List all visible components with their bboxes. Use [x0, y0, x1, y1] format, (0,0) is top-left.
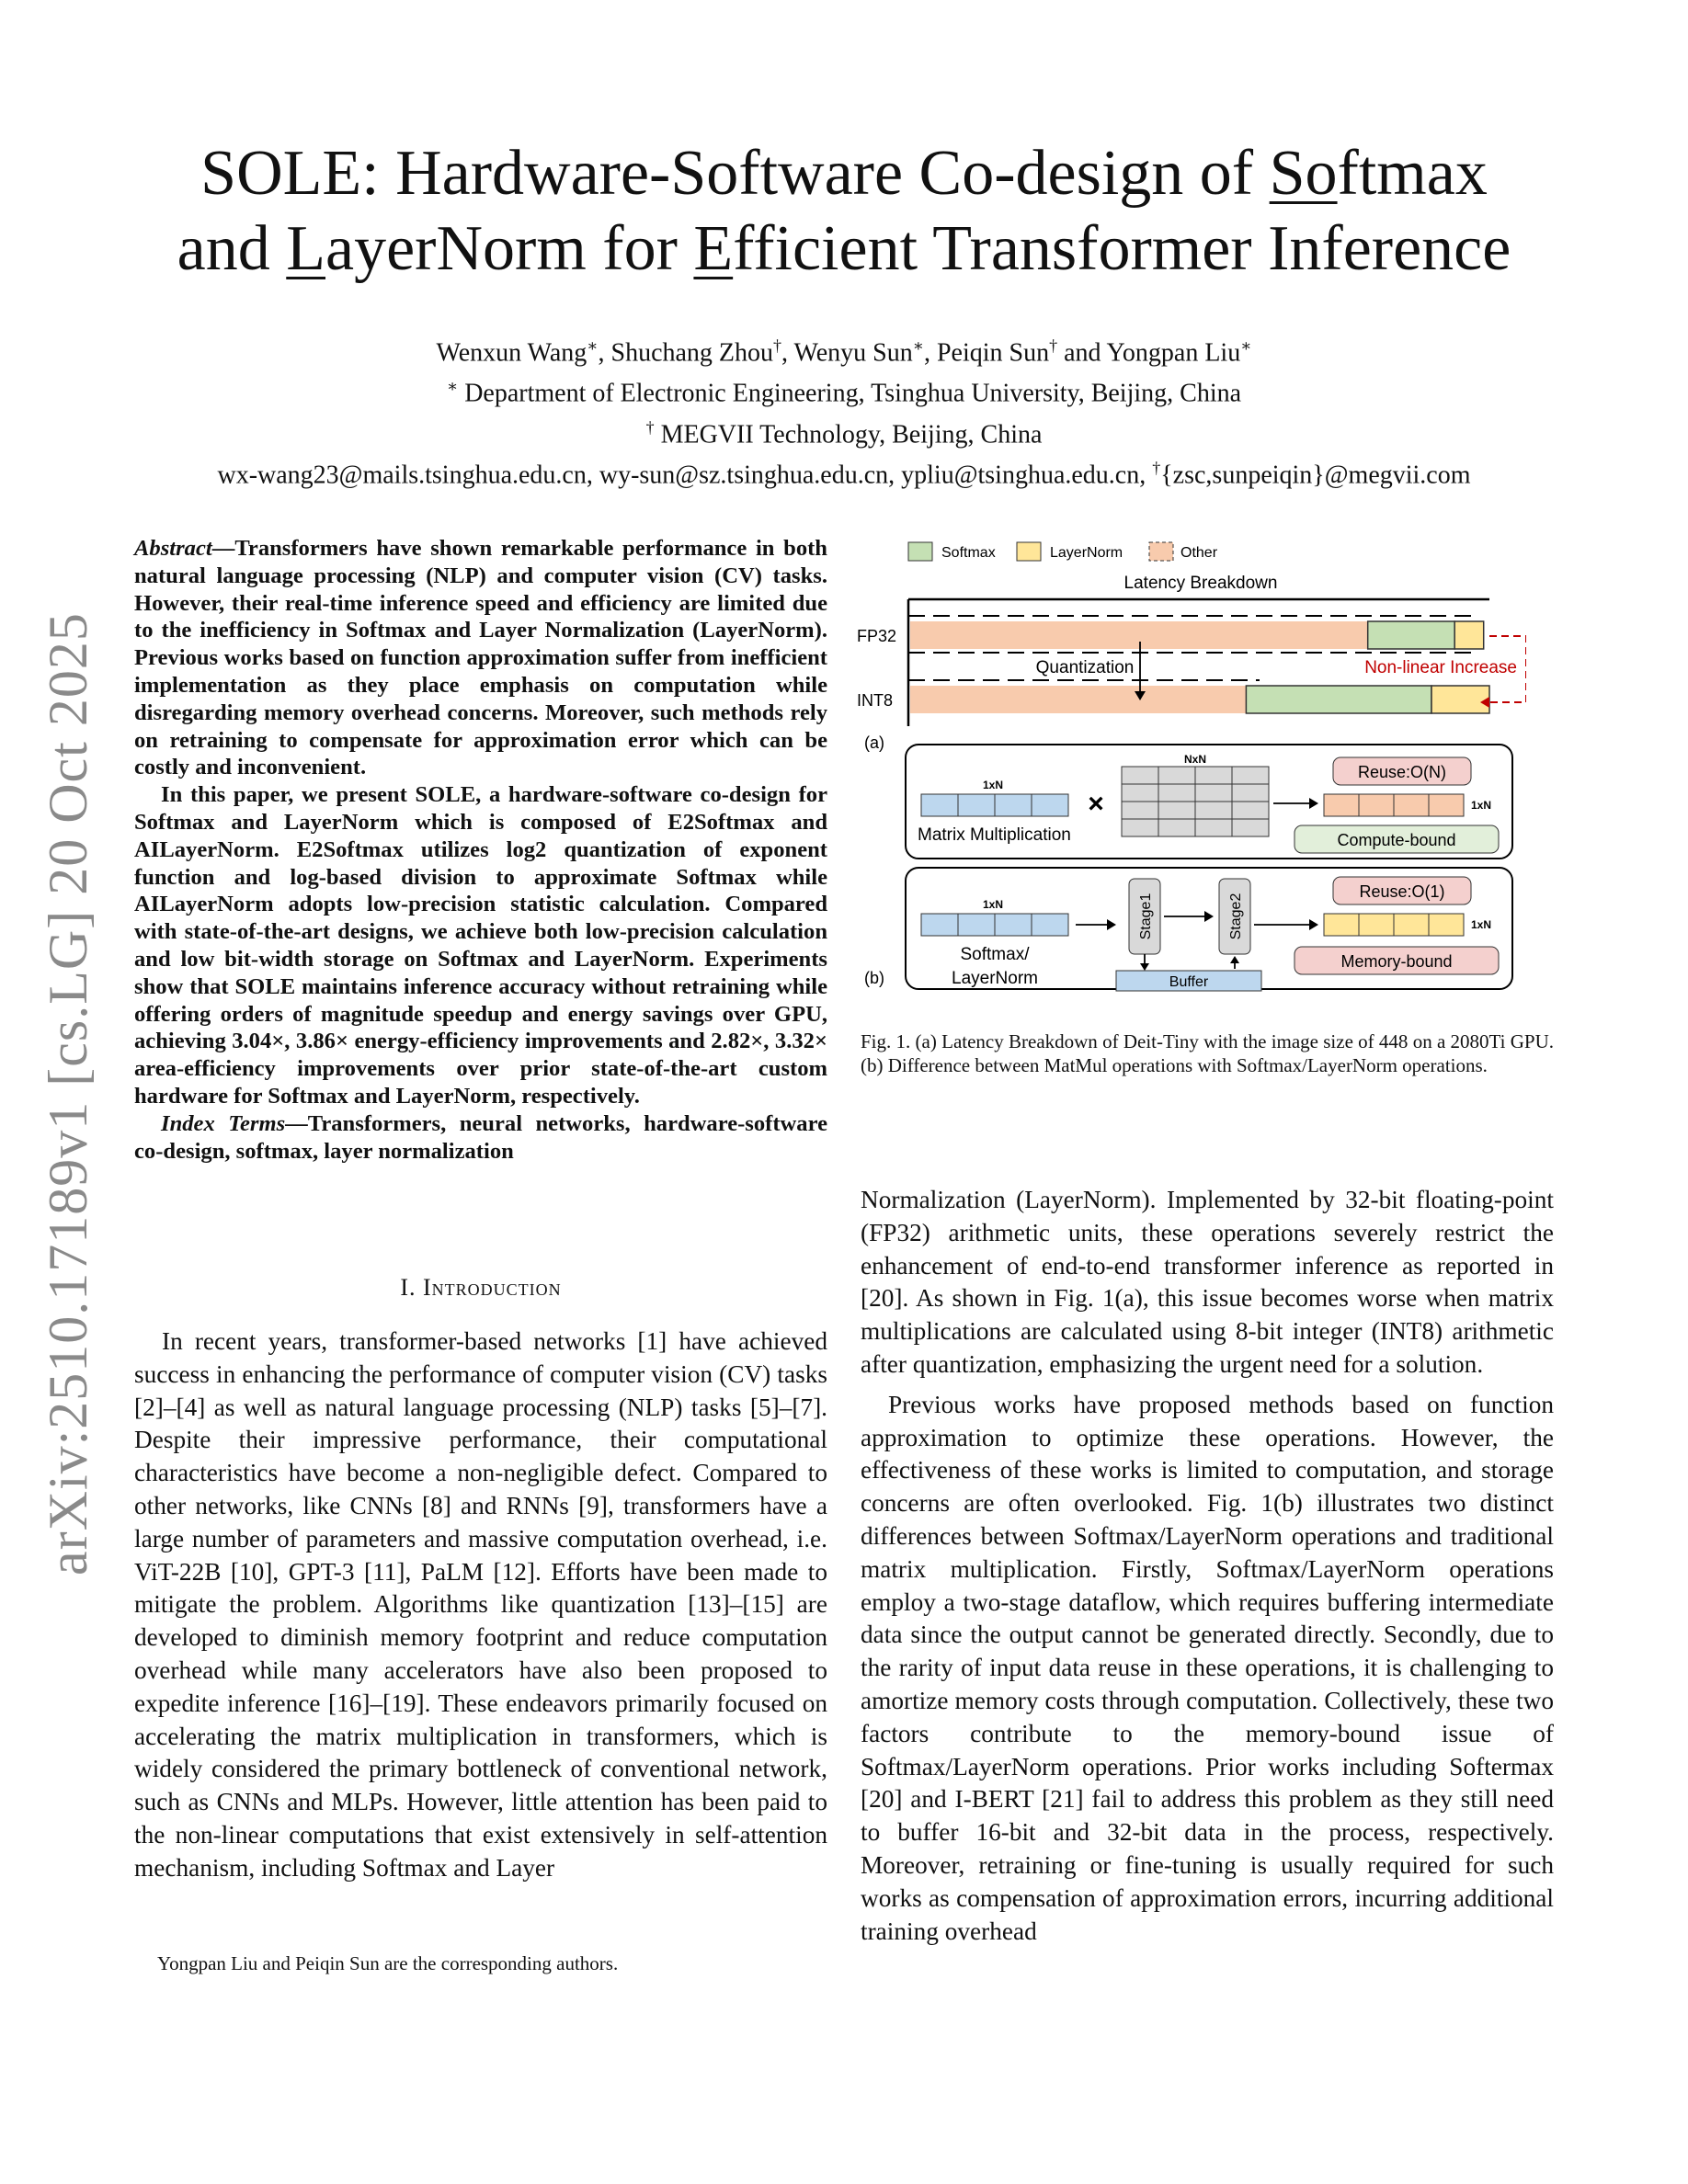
author-and: and — [1057, 338, 1107, 368]
author-mark: ∗ — [1240, 336, 1252, 355]
bar-fp32-softmax — [1368, 621, 1455, 649]
vector-cell — [921, 914, 958, 936]
affiliation-1 — [92, 370, 1596, 410]
vector-cell — [1324, 794, 1359, 816]
row-label-int8: INT8 — [857, 691, 894, 710]
input-vector-softmax — [921, 914, 1068, 936]
output-vector-matmul — [1324, 794, 1464, 816]
input-vector-matmul — [921, 794, 1068, 816]
title-underlined: So — [1269, 138, 1338, 209]
author-mark: ∗ — [912, 336, 924, 355]
right-paragraph-2: Previous works have proposed methods based on function approximation to optimize these operations. However, the effectiveness of these works is limited to computation, and storage concerns are often overlooked. Fig. 1(b) illustrates two distinct differences between Softmax/LayerNorm operations and traditional matrix multiplication. Firstly, Softmax/LayerNorm operations employ a two-stage dataflow, which requires buffering intermediate data since the output cannot be generated directly. Secondly, due to the rarity of input data reuse in these operations, it is challenging to amortize memory costs through computation. Collectively, these two factors contribute to the memory-bound issue of Softmax/LayerNorm operations. Prior works including Softermax [20] and I-BERT [21] fail to address this problem as they still need to buffer 16-bit and 32-bit data in the process, respectively. Moreover, retraining or fine-tuning is usually required for such works as compensation of approximation errors, incurring additional training overhead — [861, 1390, 1554, 1945]
bar-fp32-other — [910, 621, 1368, 649]
vector-cell — [1324, 914, 1359, 936]
abstract — [134, 535, 827, 1165]
abstract-label: Abstract — [134, 536, 212, 561]
vector-cell — [1429, 794, 1464, 816]
vector-cell — [1394, 914, 1429, 936]
abstract-paragraph-1 — [134, 535, 827, 781]
stage1-label: Stage1 — [1138, 893, 1154, 940]
vector-label-1xn: 1xN — [982, 779, 1004, 791]
affiliation-mark: ∗ — [446, 377, 459, 396]
bar-int8-softmax — [1246, 686, 1431, 713]
output-label-1xn: 1xN — [1471, 918, 1492, 931]
chart-title: Latency Breakdown — [1123, 574, 1278, 593]
affiliation-mark: † — [645, 417, 655, 437]
affiliation-text: Department of Electronic Engineering, Tsinghua University, Beijing, China — [458, 379, 1242, 408]
author-emails — [92, 451, 1596, 492]
author-name: Wenyu Sun — [793, 338, 913, 368]
vector-cell — [995, 794, 1032, 816]
figure-1-caption: Fig. 1. (a) Latency Breakdown of Deit-Tiny with the image size of 448 on a 2080Ti GPU. (b) Difference between MatMul operations with Softmax/LayerNorm operations. — [861, 1030, 1554, 1076]
vector-cell — [1032, 914, 1068, 936]
title-text: and — [177, 213, 287, 284]
author-mark: † — [773, 336, 782, 355]
weight-matrix — [1122, 767, 1269, 836]
section-title: Introduction — [423, 1274, 562, 1301]
output-label-1xn: 1xN — [1471, 799, 1492, 812]
vector-cell — [921, 794, 958, 816]
author-names — [92, 329, 1596, 370]
right-column-body — [861, 1184, 1554, 1948]
email-text: {zsc,sunpeiqin}@megvii.com — [1160, 461, 1471, 490]
output-vector-softmax — [1324, 914, 1464, 936]
softmax-label-line-2: LayerNorm — [952, 969, 1038, 988]
softmax-label-line-1: Softmax/ — [960, 945, 1030, 964]
author-mark: ∗ — [587, 336, 599, 355]
author-mark: † — [1049, 336, 1058, 355]
right-paragraph-1: Normalization (LayerNorm). Implemented by 32-bit floating-point (FP32) arithmetic units, these operations severely restrict the enhancement of end-to-end transformer inference as reported in [20]. As shown in Fig. 1(a), this issue becomes worse when matrix multiplications are calculated using 8-bit integer (INT8) arithmetic after quantization, emphasizing the urgent need for a solution. — [861, 1186, 1554, 1378]
intro-paragraph-1: In recent years, transformer-based networks [1] have achieved success in enhancing the performance of computer vision (CV) tasks [2]–[4] as well as natural language processing (NLP) tasks [5]–[7]. Despite their impressive performance, their computational characteristics have become a non-negligible defect. Compared to other networks, like CNNs [8] and RNNs [9], transformers have a large number of parameters and massive computation overhead, i.e. ViT-22B [10], GPT-3 [11], PaLM [12]. Efforts have been made to mitigate the problem. Algorithms like quantization [13]–[15] are developed to diminish memory footprint and reduce computation overhead while many accelerators have also been proposed to expedite inference [16]–[19]. These endeavors primarily focused on accelerating the matrix multiplication in transformers, which is widely considered the primary bottleneck of conventional network, such as CNNs and MLPs. However, little attention has been paid to the non-linear computations that exist extensively in self-attention mechanism, including Softmax and Layer — [134, 1327, 827, 1882]
bar-int8-other — [910, 686, 1246, 713]
title-line-1 — [92, 136, 1596, 211]
stage2-label: Stage2 — [1228, 893, 1244, 940]
index-terms-label: Index Terms — [161, 1110, 286, 1136]
index-terms-text: —Transformers, neural networks, hardware-software co-design, softmax, layer normalization — [134, 1110, 827, 1164]
abstract-paragraph-2: In this paper, we present SOLE, a hardware-software co-design for Softmax and LayerNorm which is composed of E2Softmax and AILayerNorm. E2Softmax utilizes log2 quantization of exponent function and log-based division to approximate Softmax while AILayerNorm adopts low-precision statistic calculation. Compared with state-of-the-art designs, we achieve both low-precision calculation and low bit-width storage on Softmax and LayerNorm. Experiments show that SOLE maintains inference accuracy without retraining while offering orders of magnitude speedup and energy savings over GPU, achieving 3.04×, 3.86× energy-efficiency improvements and 2.82×, 3.32× area-efficiency improvements over prior state-of-the-art custom hardware for Softmax and LayerNorm, respectively. — [134, 782, 827, 1109]
author-name: Peiqin Sun — [936, 338, 1050, 368]
memory-bound-label: Memory-bound — [1340, 952, 1453, 971]
footnote: Yongpan Liu and Peiqin Sun are the corresponding authors. — [157, 1952, 619, 1974]
affiliation-text: MEGVII Technology, Beijing, China — [654, 419, 1043, 449]
vector-cell — [995, 914, 1032, 936]
matmul-label: Matrix Multiplication — [918, 825, 1071, 845]
vector-cell — [1359, 914, 1394, 936]
index-terms — [134, 1110, 827, 1166]
title-text: ftmax — [1337, 138, 1488, 209]
bar-int8-layernorm — [1431, 686, 1489, 713]
title-text: SOLE: Hardware-Software Co-design of — [200, 138, 1270, 209]
compute-bound-label: Compute-bound — [1337, 831, 1456, 849]
author-name: Wenxun Wang — [436, 338, 587, 368]
panel-label-b: (b) — [864, 969, 884, 987]
reuse-n-label: Reuse:O(N) — [1357, 763, 1447, 781]
email-text: wx-wang23@mails.tsinghua.edu.cn, wy-sun@sz.tsinghua.edu.cn, ypliu@tsinghua.edu.cn, — [217, 461, 1153, 490]
quantization-label: Quantization — [1035, 658, 1135, 677]
title-text: ayerNorm for — [325, 213, 694, 284]
paper-title — [92, 136, 1596, 287]
vector-cell — [1394, 794, 1429, 816]
title-underlined: E — [693, 213, 734, 284]
email-mark: † — [1152, 458, 1161, 477]
affiliation-2 — [92, 411, 1596, 451]
times-symbol: × — [1088, 789, 1104, 819]
arxiv-identifier: arXiv:2510.17189v1 [cs.LG] 20 Oct 2025 — [38, 612, 98, 1575]
vector-cell — [1359, 794, 1394, 816]
reuse-1-label: Reuse:O(1) — [1359, 882, 1445, 901]
section-number: I. — [400, 1274, 423, 1301]
nonlinear-label: Non-linear Increase — [1364, 658, 1517, 677]
author-sep: , — [923, 338, 937, 368]
legend-softmax-label: Softmax — [941, 545, 996, 561]
legend-layernorm-swatch — [1017, 542, 1041, 561]
author-name: Yongpan Liu — [1106, 338, 1241, 368]
title-underlined: L — [286, 213, 326, 284]
abstract-text: —Transformers have shown remarkable performance in both natural language processing (NLP) and computer vision (CV) tasks. However, their real-time inference speed and efficiency are limited due to the inefficiency in Softmax and Layer Normalization (LayerNorm). Previous works based on function approximation suffer from inefficient implementation as they place emphasis on computation while disregarding memory overhead concerns. Moreover, such methods rely on retraining to compensate for approximation error which can be costly and inconvenient. — [134, 536, 827, 780]
introduction-body — [134, 1325, 827, 1885]
vector-cell — [958, 914, 995, 936]
legend-other-swatch — [1149, 542, 1173, 561]
matrix-label-nxn: NxN — [1183, 753, 1207, 766]
section-heading-introduction — [134, 1274, 827, 1302]
author-block — [92, 329, 1596, 492]
author-sep: , — [781, 338, 794, 368]
title-text: fficient Transformer Inference — [733, 213, 1511, 284]
title-line-2 — [92, 211, 1596, 287]
author-name: Shuchang Zhou — [610, 338, 774, 368]
vector-label-1xn: 1xN — [982, 898, 1004, 911]
bar-fp32-layernorm — [1454, 621, 1484, 649]
legend-other-label: Other — [1180, 545, 1218, 561]
vector-cell — [1032, 794, 1068, 816]
vector-cell — [1429, 914, 1464, 936]
legend-softmax-swatch — [908, 542, 932, 561]
row-label-fp32: FP32 — [857, 627, 897, 645]
figure-1 — [855, 531, 1526, 1009]
buffer-label: Buffer — [1169, 974, 1209, 990]
legend-layernorm-label: LayerNorm — [1050, 545, 1123, 561]
author-sep: , — [598, 338, 611, 368]
vector-cell — [958, 794, 995, 816]
panel-label-a: (a) — [864, 734, 884, 752]
